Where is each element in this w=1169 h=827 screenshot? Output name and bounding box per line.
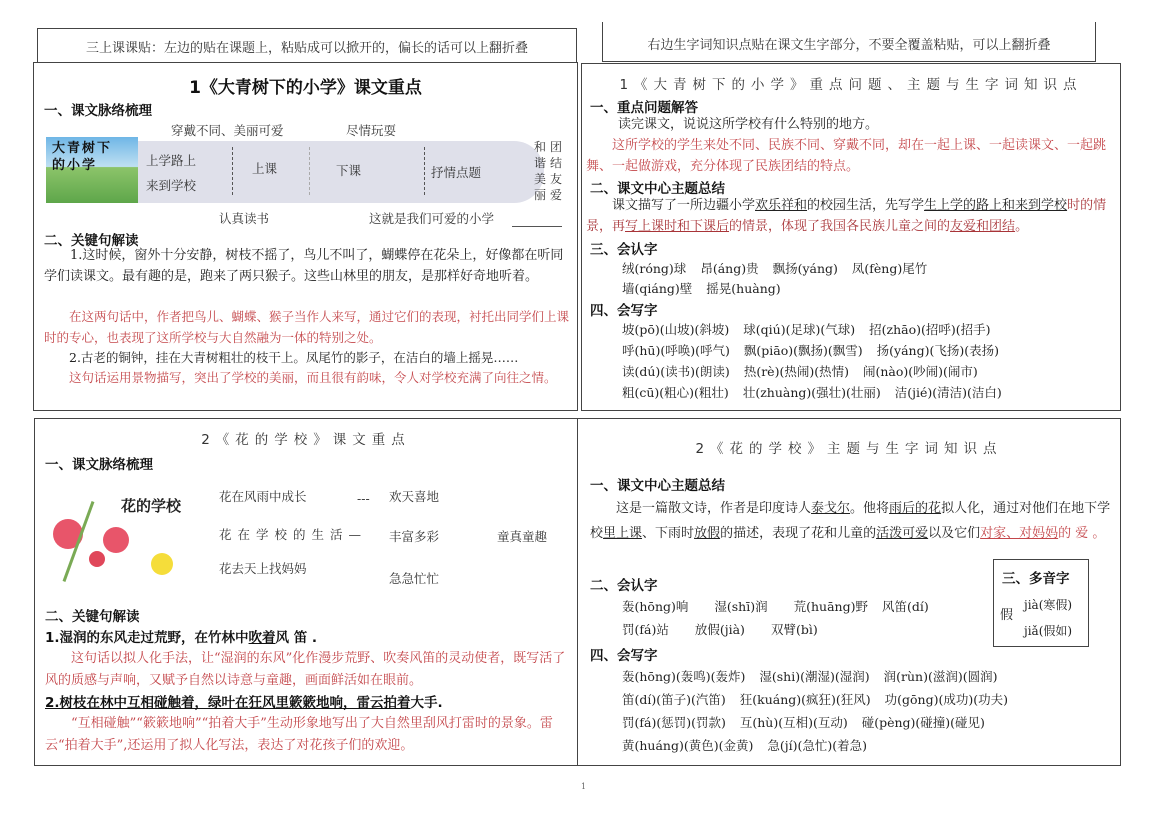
write-row <box>622 383 1016 403</box>
lesson2-illustration <box>47 489 192 587</box>
text: 欢乐祥和 <box>755 198 808 213</box>
text: 友爱和团结 <box>950 218 1016 234</box>
text: 时的情景，再 <box>586 198 1107 234</box>
write-row <box>622 736 881 756</box>
section-heading: 二、关键句解读 <box>44 233 139 249</box>
section-heading: 三、会认字 <box>590 242 658 258</box>
polyphone-char: 假 <box>1000 608 1014 623</box>
word: 招(zhāo)(招呼)(招手) <box>869 322 991 337</box>
section-heading: 一、课文中心主题总结 <box>590 478 725 494</box>
word: 湿(shi)(潮湿)(湿润) <box>759 669 870 684</box>
section-heading: 四、会写字 <box>590 648 658 664</box>
lesson1-knowledge-points <box>581 63 1121 411</box>
text: 2.树枝在林中互相碰触着，绿叶在狂风里簌簌地响，雷云拍着 <box>45 695 411 711</box>
diagram-label: 丰富多彩 <box>389 529 440 544</box>
text: 吹着 <box>248 630 276 646</box>
recognize-row <box>622 279 795 299</box>
polyphone-title: 三、多音字 <box>1002 571 1070 587</box>
text: 的情景，体现了我国各民族儿童之间的 <box>729 218 951 234</box>
polyphone-reading: jiǎ(假如) <box>1024 624 1073 638</box>
illustration-title: 大青树下的小学 <box>52 141 113 173</box>
word: 闹(nào)(吵闹)(闹市) <box>862 364 978 379</box>
word: 互(hù)(互相)(互动) <box>739 715 848 730</box>
text: 里上课 <box>603 525 643 541</box>
analysis-1: 这句话以拟人化手法，让“湿润的东风”化作漫步荒野、吹奏风笛的灵动使者，既写活了风的质感与声响，又赋予自然以诗意与童趣，画面鲜活如在眼前。 <box>45 651 566 688</box>
diagram-label: 花去天上找妈妈 <box>219 561 307 576</box>
lesson2-knowledge-points <box>577 418 1121 766</box>
key-sentence-1 <box>45 626 317 646</box>
word: 润(rùn)(滋润)(圆润) <box>883 669 998 684</box>
analysis-1: 在这两句话中，作者把鸟儿、蝴蝶、猴子当作人来写，通过它们的表现，衬托出同学们上课时的专心，也表现了这所学校与大自然融为一体的特别之处。 <box>44 309 570 345</box>
diagram-label: 穿戴不同、美丽可爱 <box>171 123 284 138</box>
key-sentence-2: 2.古老的铜钟，挂在大青树粗壮的枝干上。凤尾竹的影子，在洁白的墙上摇晃…… <box>69 350 519 365</box>
diagram-label: 上课 <box>252 161 278 176</box>
text: 风 笛 . <box>275 630 318 646</box>
illustration-title: 花的学校 <box>121 497 182 515</box>
word: 昂(áng)贵 <box>700 261 759 276</box>
word: 风笛(dí) <box>881 599 929 614</box>
diagram-label: 急急忙忙 <box>389 571 440 586</box>
word: 墙(qiáng)壁 <box>622 281 693 296</box>
flower-icon <box>89 551 105 567</box>
underline-rule <box>512 226 562 227</box>
word: 轰(hōng)(轰鸣)(轰炸) <box>622 669 746 684</box>
word: 急(jí)(急忙)(着急) <box>767 738 868 753</box>
text: 对家、对妈妈 <box>980 525 1059 541</box>
diagram-label: --- <box>357 491 370 506</box>
diagram-label: 这就是我们可爱的小学 <box>369 211 495 226</box>
section-heading: 二、会认字 <box>590 578 658 594</box>
word: 罚(fá)站 <box>622 622 669 637</box>
word: 狂(kuáng)(疯狂)(狂风) <box>739 692 871 707</box>
text: 。他将 <box>850 501 890 516</box>
text: 生上学的路上和来到学校 <box>924 198 1068 213</box>
polyphone-box <box>993 559 1089 647</box>
text: 1.湿润的东风走过荒野，在竹林中 <box>45 630 249 646</box>
word: 功(gōng)(成功)(功夫) <box>884 692 1008 707</box>
text: 。 <box>1015 218 1029 234</box>
question: 读完课文，说说这所学校有什么特别的地方。 <box>618 117 879 132</box>
note-text: 三上课课贴：左边的贴在课题上，粘贴成可以掀开的，偏长的话可以上翻折叠 <box>85 41 528 56</box>
write-row <box>622 320 1004 340</box>
text: 雨后的花 <box>889 501 942 516</box>
word: 罚(fá)(惩罚)(罚款) <box>622 715 726 730</box>
top-note-left <box>37 28 577 64</box>
word: 双臂(bì) <box>770 622 818 637</box>
diagram-label: 花在风雨中成长 <box>219 489 307 504</box>
theme-summary <box>586 196 1118 237</box>
diagram-label: 尽情玩耍 <box>346 123 397 138</box>
divider <box>309 147 310 195</box>
analysis-2: 这句话运用景物描写，突出了学校的美丽，而且很有韵味，令人对学校充满了向往之情。 <box>69 370 557 385</box>
word: 坡(pō)(山坡)(斜坡) <box>622 322 730 337</box>
section-heading: 一、课文脉络梳理 <box>44 103 152 119</box>
word: 读(dú)(读书)(朗读) <box>622 364 730 379</box>
write-row <box>622 713 999 733</box>
text: 写上课时和下课后 <box>625 218 730 234</box>
section-heading: 四、会写字 <box>590 303 658 319</box>
word: 轰(hōng)响 <box>622 599 689 614</box>
lesson1-illustration <box>46 137 138 203</box>
text: 泰戈尔 <box>811 501 851 516</box>
flower-icon <box>103 527 129 553</box>
diagram-side-col: 团结友爱 <box>550 140 563 202</box>
word: 湿(shī)润 <box>714 599 768 614</box>
answer: 这所学校的学生来处不同、民族不同、穿戴不同，却在一起上课、一起读课文、一起跳舞、一起做游戏，充分体现了民族团结的特点。 <box>586 138 1107 174</box>
word: 黄(huáng)(黄色)(金黄) <box>622 738 754 753</box>
top-note-right <box>602 22 1096 62</box>
key-sentence-2 <box>45 691 443 711</box>
diagram-label: 花在学校的生活— <box>219 527 368 542</box>
recognize-row <box>622 620 832 640</box>
diagram-side-col: 和谐美丽 <box>534 140 547 202</box>
word: 笛(dí)(笛子)(汽笛) <box>622 692 726 707</box>
lesson2-knowledge-title: 2《花的学校》主题与生字词知识点 <box>695 441 1003 457</box>
analysis-2: “互相碰触”“簌簌地响”“拍着大手”生动形象地写出了大自然里刮风打雷时的景象。雷云“拍着大手”,还运用了拟人化写法，表达了对花孩子们的欢迎。 <box>45 716 553 753</box>
text: 的校园生活，先写学 <box>807 198 925 213</box>
word: 粗(cū)(粗心)(粗壮) <box>622 385 729 400</box>
diagram-label: 下课 <box>336 163 362 178</box>
diagram-label: 抒情点题 <box>431 165 482 180</box>
word: 荒(huāng)野 <box>793 599 868 614</box>
section-heading: 一、重点问题解答 <box>590 100 698 116</box>
word: 呼(hū)(呼唤)(呼气) <box>622 343 730 358</box>
text: 拟人化，通过对他们在地下学校 <box>590 501 1111 541</box>
text: 的描述，表现了花和儿童的 <box>720 525 877 541</box>
text: 活泼可爱 <box>876 525 929 541</box>
divider <box>232 147 233 195</box>
lesson2-title: 2《花的学校》课文重点 <box>201 432 411 448</box>
word: 球(qiú)(足球)(气球) <box>743 322 856 337</box>
recognize-row <box>622 259 941 279</box>
recognize-row <box>622 597 943 617</box>
diagram-label: 上学路上 <box>146 153 197 168</box>
diagram-label: 欢天喜地 <box>389 489 440 504</box>
section-heading: 一、课文脉络梳理 <box>45 457 153 473</box>
text: 大手. <box>410 695 443 711</box>
write-row <box>622 362 992 382</box>
write-row <box>622 341 1013 361</box>
flower-icon <box>151 553 173 575</box>
word: 飘扬(yáng) <box>772 261 838 276</box>
diagram-label: 认真读书 <box>219 211 270 226</box>
lesson1-knowledge-title: 1《大青树下的小学》重点问题、主题与生字词知识点 <box>619 77 1083 93</box>
word: 放假(jià) <box>694 622 745 637</box>
text: 这是一篇散文诗，作者是印度诗人 <box>616 501 812 516</box>
divider <box>424 147 425 195</box>
diagram-label: 童真童趣 <box>497 529 548 544</box>
word: 碰(pèng)(碰撞)(碰见) <box>861 715 985 730</box>
theme-summary <box>590 497 1116 546</box>
lesson1-key-points <box>33 62 578 411</box>
polyphone-reading: jià(寒假) <box>1024 598 1073 612</box>
text: 的 爱 。 <box>1058 525 1106 541</box>
lesson1-title: 1《大青树下的小学》课文重点 <box>189 78 422 98</box>
word: 扬(yáng)(飞扬)(表扬) <box>876 343 999 358</box>
text: 课文描写了一所边疆小学 <box>612 198 756 213</box>
note-text: 右边生字词知识点贴在课文生字部分，不要全覆盖粘贴，可以上翻折叠 <box>647 38 1051 53</box>
word: 绒(róng)球 <box>622 261 687 276</box>
key-sentence-1: 1.这时候，窗外十分安静，树枝不摇了，鸟儿不叫了，蝴蝶停在花朵上，好像都在听同学们读课文。最有趣的是，跑来了两只猴子。这些山林里的朋友，是那样好奇地听着。 <box>44 248 564 284</box>
word: 洁(jié)(清洁)(洁白) <box>894 385 1002 400</box>
word: 飘(piāo)(飘扬)(飘雪) <box>743 343 863 358</box>
write-row <box>622 690 1022 710</box>
word: 凤(fèng)尾竹 <box>851 261 928 276</box>
diagram-label: 来到学校 <box>146 178 197 193</box>
lesson2-key-points <box>34 418 578 766</box>
text: 放假 <box>694 525 721 541</box>
section-heading: 二、关键句解读 <box>45 609 140 625</box>
text: 以及它们 <box>928 525 981 541</box>
word: 壮(zhuàng)(强壮)(壮丽) <box>742 385 881 400</box>
page-number: 1 <box>581 782 587 791</box>
write-row <box>622 667 1011 687</box>
word: 摇晃(huàng) <box>706 281 781 296</box>
text: 、下雨时 <box>642 525 695 541</box>
section-heading: 二、课文中心主题总结 <box>590 181 725 197</box>
word: 热(rè)(热闹)(热情) <box>743 364 849 379</box>
